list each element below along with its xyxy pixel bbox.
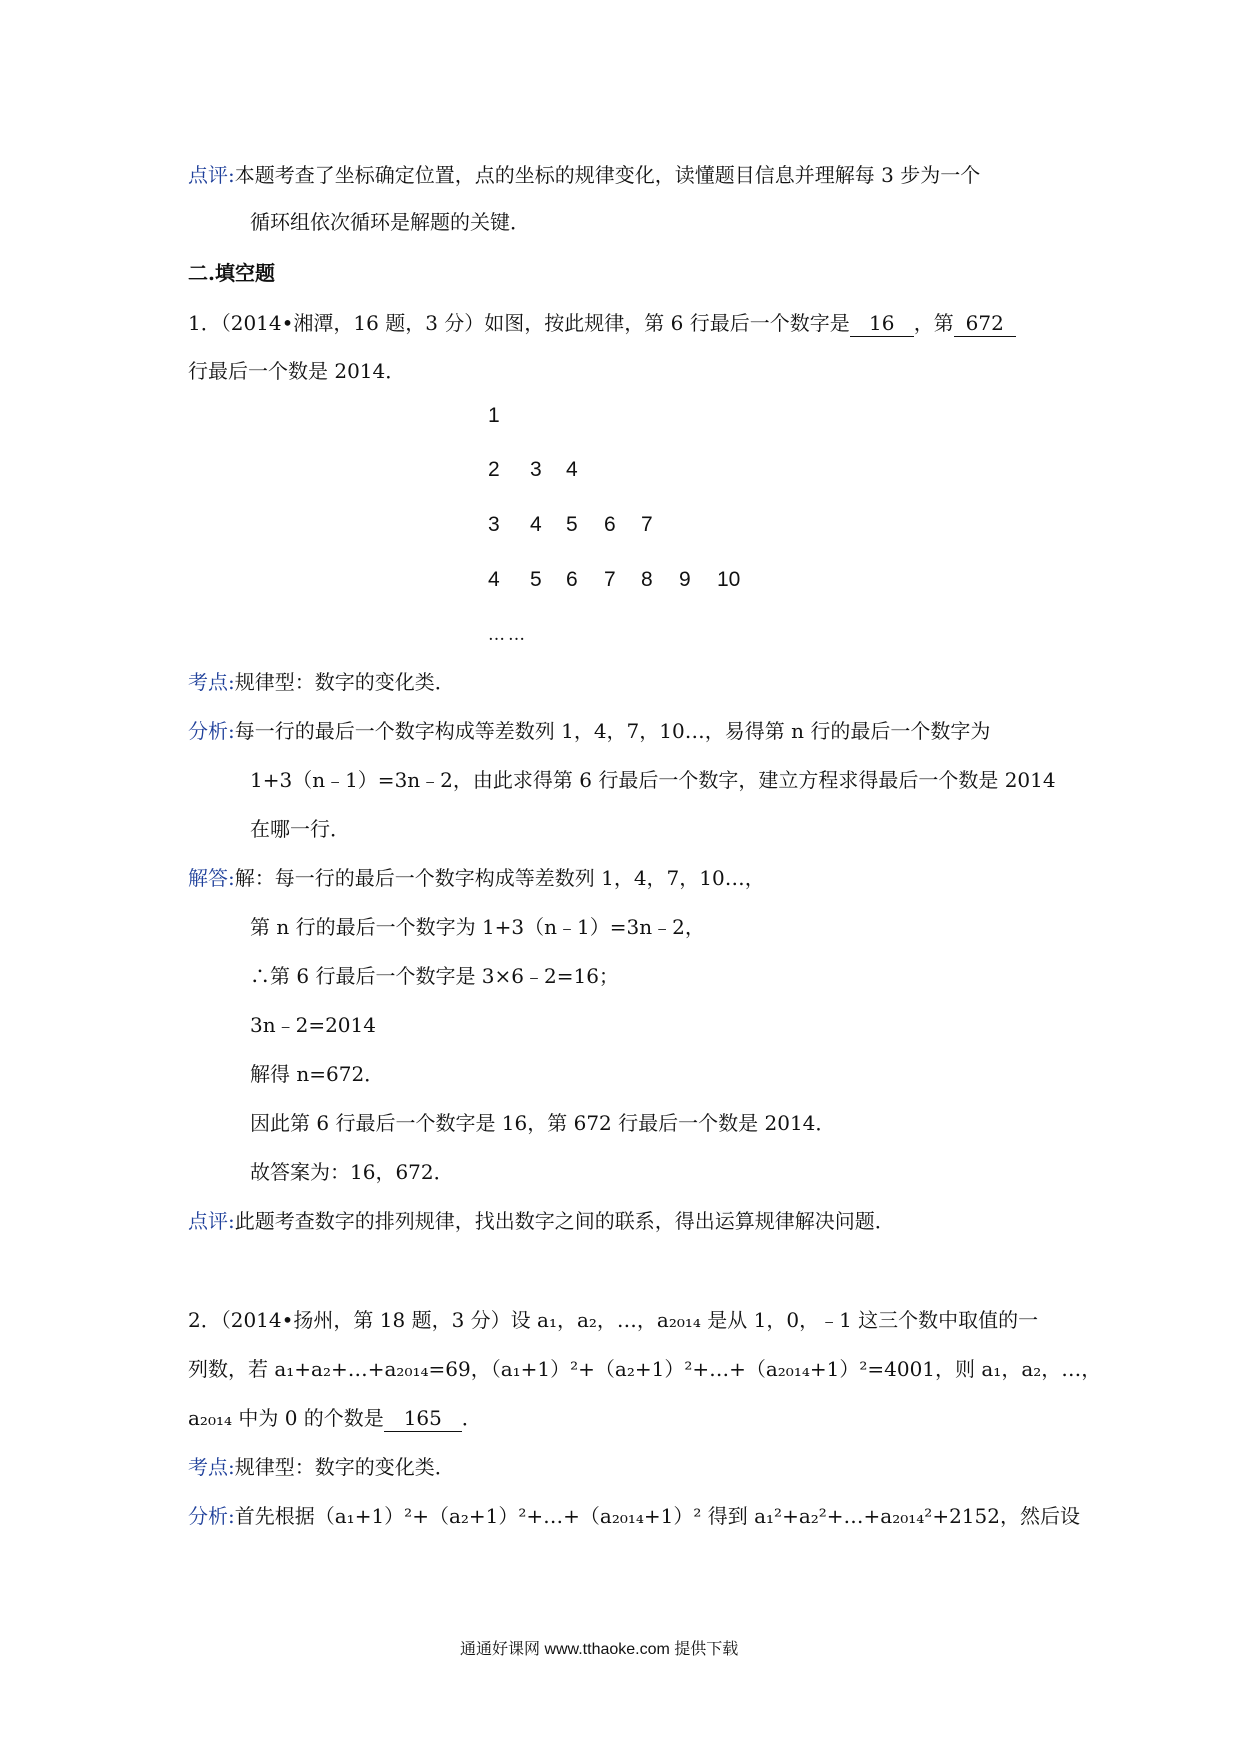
q2-stem-b: ． — [461, 1406, 482, 1430]
q2-stem-line3 — [188, 1403, 482, 1433]
q2-kaodian — [188, 1452, 455, 1482]
pattern-ellipsis: …… — [488, 625, 528, 645]
pattern-number: 6 — [566, 568, 578, 591]
pattern-number: 7 — [641, 513, 653, 536]
fenxi-label: 分析: — [188, 1504, 235, 1528]
pattern-number: 5 — [530, 568, 542, 591]
q1-review — [188, 1206, 895, 1236]
q2-fenxi — [188, 1501, 1080, 1531]
pattern-number: 4 — [566, 458, 578, 481]
section-title: 二.填空题 — [188, 261, 275, 285]
pattern-number: 6 — [604, 513, 616, 536]
pattern-number: 3 — [530, 458, 542, 481]
page-footer: 通通好课网 www.tthaoke.com 提供下载 — [460, 1641, 739, 1658]
q1-jieda-line3: ∴第 6 行最后一个数字是 3×6﹣2=16； — [250, 964, 619, 988]
q1-jieda-line7: 故答案为：16，672． — [250, 1160, 454, 1184]
pattern-number: 10 — [717, 568, 741, 591]
q1-jieda-line5: 解得 n=672． — [250, 1062, 385, 1086]
review-text: 本题考查了坐标确定位置，点的坐标的规律变化，读懂题目信息并理解每 3 步为一个 — [234, 163, 981, 187]
prev-review-line1 — [188, 160, 980, 190]
jieda-text-1: 解：每一行的最后一个数字构成等差数列 1，4，7，10…， — [234, 866, 765, 890]
q1-fenxi-line3: 在哪一行． — [250, 817, 350, 841]
pattern-number: 7 — [604, 568, 616, 591]
review-label: 点评: — [188, 163, 235, 187]
jieda-label: 解答: — [188, 866, 235, 890]
q1-jieda-line6: 因此第 6 行最后一个数字是 16，第 672 行最后一个数是 2014． — [250, 1111, 836, 1135]
q1-stem-b: ，第 — [913, 311, 954, 335]
kaodian-text: 规律型：数字的变化类． — [234, 1455, 455, 1479]
q1-kaodian — [188, 667, 455, 697]
q1-jieda-line2: 第 n 行的最后一个数字为 1+3（n﹣1）=3n﹣2， — [250, 915, 705, 939]
review-text: 此题考查数字的排列规律，找出数字之间的联系，得出运算规律解决问题． — [234, 1209, 895, 1233]
pattern-number: 5 — [566, 513, 578, 536]
q2-answer-blank: 165 — [384, 1405, 462, 1432]
q1-stem-line1 — [188, 308, 1016, 338]
fenxi-text: 首先根据（a₁+1）²+（a₂+1）²+…+（a₂₀₁₄+1）² 得到 a₁²+a₂²+…+a₂₀₁₄²+2152，然后设 — [234, 1504, 1080, 1528]
kaodian-text: 规律型：数字的变化类． — [234, 670, 455, 694]
pattern-number: 2 — [488, 458, 500, 481]
kaodian-label: 考点: — [188, 670, 235, 694]
q1-answer-blank-1: 16 — [850, 310, 914, 337]
review-label: 点评: — [188, 1209, 235, 1233]
q1-fenxi-line1 — [188, 716, 990, 746]
q1-stem-line2: 行最后一个数是 2014． — [188, 359, 406, 383]
pattern-number: 3 — [488, 513, 500, 536]
q2-stem-line1: 2．（2014•扬州，第 18 题，3 分）设 a₁，a₂，…，a₂₀₁₄ 是从 1，0，﹣1 这三个数中取值的一 — [188, 1308, 1039, 1332]
q2-stem-line2: 列数，若 a₁+a₂+…+a₂₀₁₄=69，（a₁+1）²+（a₂+1）²+…+（a₂₀₁₄+1）²=4001，则 a₁，a₂，…， — [188, 1357, 1102, 1381]
pattern-number: 9 — [679, 568, 691, 591]
kaodian-label: 考点: — [188, 1455, 235, 1479]
q1-jieda-line1 — [188, 863, 765, 893]
q2-stem-a: a₂₀₁₄ 中为 0 的个数是 — [188, 1406, 384, 1430]
q1-jieda-line4: 3n﹣2=2014 — [250, 1013, 376, 1037]
q1-answer-blank-2: 672 — [954, 310, 1016, 337]
fenxi-label: 分析: — [188, 719, 235, 743]
pattern-number: 4 — [488, 568, 500, 591]
q1-stem-a: 1．（2014•湘潭，16 题，3 分）如图，按此规律，第 6 行最后一个数字是 — [188, 311, 850, 335]
prev-review-line2: 循环组依次循环是解题的关键． — [250, 210, 530, 234]
fenxi-text-1: 每一行的最后一个数字构成等差数列 1，4，7，10…，易得第 n 行的最后一个数字为 — [234, 719, 991, 743]
pattern-number: 4 — [530, 513, 542, 536]
q1-fenxi-line2: 1+3（n﹣1）=3n﹣2，由此求得第 6 行最后一个数字，建立方程求得最后一个数是 2014 — [250, 768, 1056, 792]
pattern-number: 8 — [641, 568, 653, 591]
pattern-number: 1 — [488, 404, 500, 427]
